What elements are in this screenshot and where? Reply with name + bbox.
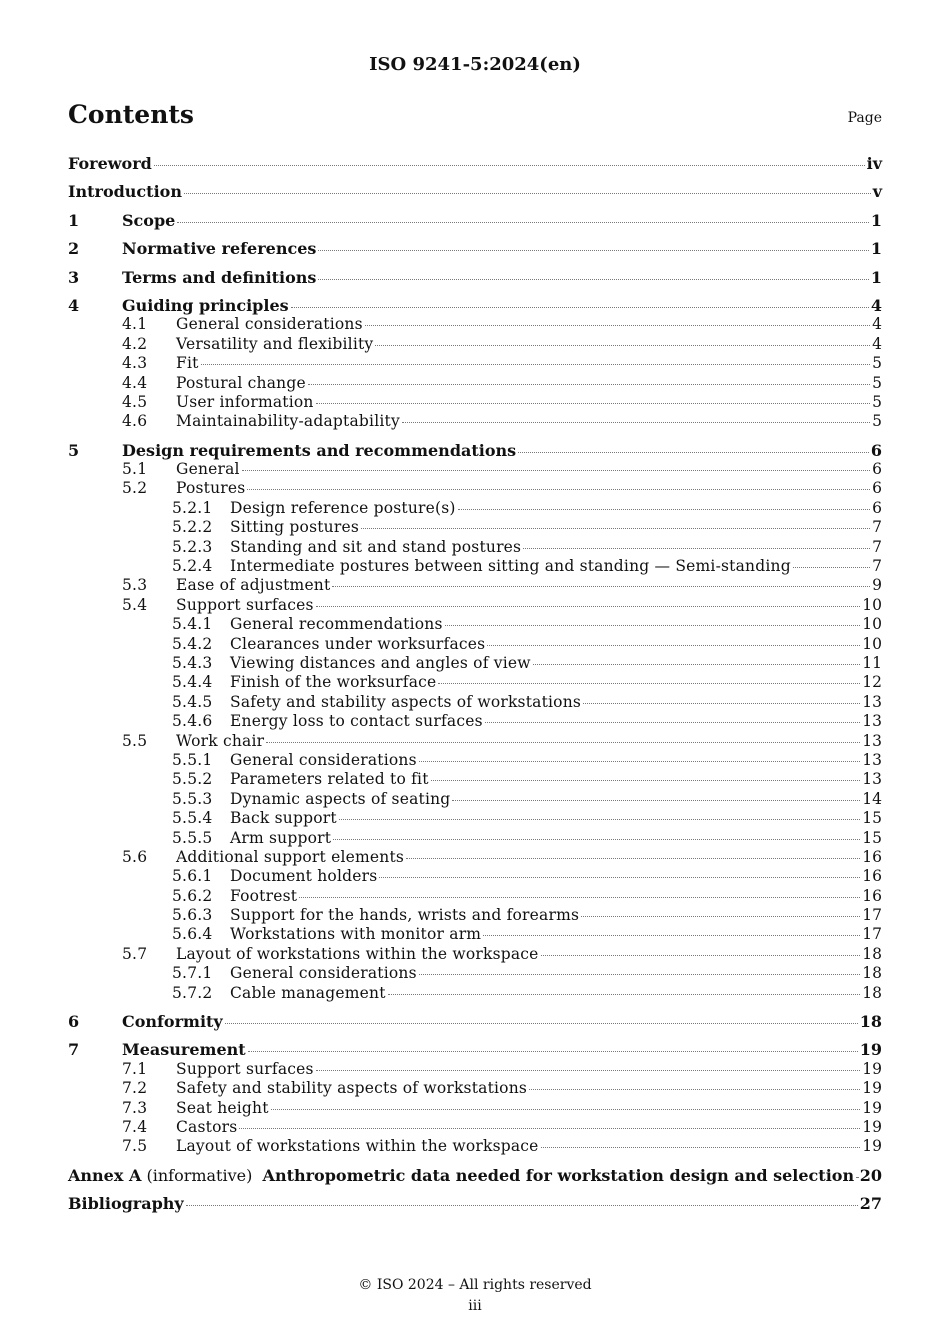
toc-entry-number: 5.4.5 xyxy=(172,692,213,711)
toc-entry-number: 6 xyxy=(68,1012,80,1032)
dot-leader xyxy=(375,344,870,346)
toc-entry[interactable] xyxy=(68,1137,882,1156)
toc-entry-number: 4.5 xyxy=(122,392,148,411)
dot-leader xyxy=(487,644,860,646)
document-id: ISO 9241-5:2024(en) xyxy=(369,54,581,75)
dot-leader xyxy=(316,1069,861,1071)
toc-entry-number: 5.7.1 xyxy=(172,964,213,983)
toc-entry-title: Fit xyxy=(176,354,199,373)
toc-entry-title: Scope xyxy=(122,210,176,230)
toc-entry-number: 7.4 xyxy=(122,1117,148,1136)
toc-entry-title: Sitting postures xyxy=(230,518,359,537)
toc-entry-number: 7 xyxy=(68,1040,80,1060)
toc-entry-title: Design requirements and recommendations xyxy=(122,440,517,460)
toc-entry-number: 5.6.2 xyxy=(172,886,213,905)
toc-entry-page: 6 xyxy=(872,460,882,479)
dot-leader xyxy=(388,993,861,995)
toc-entry-title: Maintainability-adaptability xyxy=(176,412,400,431)
toc-entry-number: 4.6 xyxy=(122,412,148,431)
toc-entry-title: User information xyxy=(176,392,314,411)
annex-title: Anthropometric data needed for workstation design and selection xyxy=(262,1165,855,1185)
dot-leader xyxy=(856,1176,858,1178)
toc-entry-page: 27 xyxy=(859,1194,882,1214)
toc-entry-title: Postural change xyxy=(176,373,306,392)
toc-entry-title: Clearances under worksurfaces xyxy=(230,634,486,653)
toc-entry-title: Back support xyxy=(230,809,337,828)
toc-entry[interactable] xyxy=(68,1166,882,1185)
toc-entry[interactable] xyxy=(68,673,882,692)
toc-entry-page: 16 xyxy=(862,886,882,905)
toc-entry-page: 15 xyxy=(862,809,882,828)
toc-entry[interactable] xyxy=(68,906,882,925)
dot-leader xyxy=(333,838,860,840)
dot-leader xyxy=(186,1204,858,1206)
toc-entry-number: 7.3 xyxy=(122,1098,148,1117)
toc-entry-title: Arm support xyxy=(230,828,332,847)
toc-entry-number: 5.5.5 xyxy=(172,828,213,847)
dot-leader xyxy=(541,954,861,956)
toc-entry-number: 4.4 xyxy=(122,373,148,392)
dot-leader xyxy=(793,566,870,568)
toc-entry-page: 18 xyxy=(862,944,882,963)
toc-entry-number: 5.7.2 xyxy=(172,983,213,1002)
toc-entry-number: 4.1 xyxy=(122,315,148,334)
dot-leader xyxy=(299,896,860,898)
toc-entry-title: Measurement xyxy=(122,1040,246,1060)
toc-entry-title: Parameters related to fit xyxy=(230,770,429,789)
dot-leader xyxy=(225,1022,858,1024)
toc-entry[interactable] xyxy=(68,809,882,828)
toc-entry[interactable] xyxy=(68,296,882,315)
toc-entry-number: 4 xyxy=(68,295,80,315)
toc-entry-number: 5.2 xyxy=(122,479,148,498)
toc-entry[interactable] xyxy=(68,596,882,615)
toc-entry-page: 7 xyxy=(872,518,882,537)
toc-entry-number: 7.5 xyxy=(122,1137,148,1156)
dot-leader xyxy=(248,1050,858,1052)
toc-entry[interactable] xyxy=(68,945,882,964)
toc-entry-page: 13 xyxy=(862,731,882,750)
dot-leader xyxy=(431,779,861,781)
toc-entry-number: 4.3 xyxy=(122,354,148,373)
dot-leader xyxy=(452,799,860,801)
toc-entry[interactable] xyxy=(68,1099,882,1118)
table-of-contents xyxy=(68,154,882,1214)
toc-entry[interactable] xyxy=(68,538,882,557)
toc-entry-title: Energy loss to contact surfaces xyxy=(230,712,483,731)
dot-leader xyxy=(291,306,869,308)
toc-entry[interactable] xyxy=(68,412,882,431)
toc-entry-page: 6 xyxy=(870,440,882,460)
toc-entry-page: 1 xyxy=(870,267,882,287)
toc-entry-title: Ease of adjustment xyxy=(176,576,331,595)
toc-entry[interactable] xyxy=(68,635,882,654)
toc-entry[interactable] xyxy=(68,182,882,201)
toc-entry-number: 5.2.3 xyxy=(172,537,213,556)
toc-entry-page: 4 xyxy=(872,334,882,353)
footer-copyright: © ISO 2024 – All rights reserved xyxy=(358,1277,592,1293)
dot-leader xyxy=(239,1127,860,1129)
dot-leader xyxy=(533,663,861,665)
dot-leader xyxy=(583,702,860,704)
dot-leader xyxy=(438,682,860,684)
toc-entry-title: Finish of the worksurface xyxy=(230,673,437,692)
toc-entry[interactable] xyxy=(68,790,882,809)
toc-entry-title: Document holders xyxy=(230,867,378,886)
toc-entry-number: 5.6.1 xyxy=(172,867,213,886)
toc-entry-title: Layout of workstations within the workspace xyxy=(176,944,539,963)
toc-entry-title: Terms and definitions xyxy=(122,267,317,287)
dot-leader xyxy=(316,402,871,404)
toc-entry-page: 13 xyxy=(862,770,882,789)
toc-entry-number: 5.5.1 xyxy=(172,750,213,769)
toc-entry-number: 5.5.3 xyxy=(172,789,213,808)
toc-entry-page: 18 xyxy=(862,964,882,983)
toc-entry-title: Additional support elements xyxy=(176,847,405,866)
toc-entry-page: 19 xyxy=(862,1059,882,1078)
dot-leader xyxy=(581,915,860,917)
toc-entry[interactable] xyxy=(68,1118,882,1137)
toc-entry-page: 6 xyxy=(872,479,882,498)
dot-leader xyxy=(541,1146,861,1148)
toc-entry-title: Introduction xyxy=(68,182,182,202)
toc-entry-page: 10 xyxy=(862,615,882,634)
toc-entry-title: Safety and stability aspects of workstations xyxy=(176,1079,528,1098)
toc-entry-page: 18 xyxy=(862,983,882,1002)
toc-entry[interactable] xyxy=(68,441,882,460)
toc-entry-number: 4.2 xyxy=(122,334,148,353)
toc-entry-title: Versatility and flexibility xyxy=(176,334,374,353)
toc-entry-title: Cable management xyxy=(230,983,386,1002)
dot-leader xyxy=(177,221,869,223)
dot-leader xyxy=(316,605,861,607)
toc-entry[interactable] xyxy=(68,268,882,287)
toc-entry-number: 5.4 xyxy=(122,595,148,614)
toc-entry[interactable] xyxy=(68,1060,882,1079)
toc-entry-page: 5 xyxy=(872,412,882,431)
toc-entry[interactable] xyxy=(68,154,882,173)
toc-entry-page: 16 xyxy=(862,847,882,866)
toc-entry-title: General considerations xyxy=(230,750,417,769)
dot-leader xyxy=(406,857,860,859)
toc-entry[interactable] xyxy=(68,239,882,258)
toc-entry[interactable] xyxy=(68,712,882,731)
toc-entry-number: 5.4.3 xyxy=(172,653,213,672)
toc-entry-page: iv xyxy=(866,154,882,173)
toc-entry-page: 19 xyxy=(859,1040,882,1060)
toc-entry-page: 7 xyxy=(872,537,882,556)
dot-leader xyxy=(266,741,860,743)
dot-leader xyxy=(332,585,870,587)
toc-entry-title: Support surfaces xyxy=(176,595,314,614)
toc-entry-page: 5 xyxy=(872,354,882,373)
toc-entry[interactable] xyxy=(68,770,882,789)
toc-entry-page: 1 xyxy=(870,210,882,230)
toc-entry-page: 13 xyxy=(862,750,882,769)
toc-entry-title: Safety and stability aspects of workstations xyxy=(230,692,582,711)
toc-entry-page: 19 xyxy=(862,1098,882,1117)
toc-entry-page: 19 xyxy=(862,1137,882,1156)
toc-entry-number: 5.2.4 xyxy=(172,557,213,576)
dot-leader xyxy=(318,278,868,280)
toc-entry-title: Viewing distances and angles of view xyxy=(230,653,531,672)
toc-entry-title: Intermediate postures between sitting and standing — Semi-standing xyxy=(230,557,791,576)
toc-entry-title: General xyxy=(176,460,240,479)
toc-entry-page: 19 xyxy=(862,1117,882,1136)
toc-entry-page: 7 xyxy=(872,557,882,576)
dot-leader xyxy=(247,488,870,490)
dot-leader xyxy=(201,363,871,365)
dot-leader xyxy=(518,451,869,453)
toc-entry[interactable] xyxy=(68,829,882,848)
toc-entry[interactable] xyxy=(68,751,882,770)
annex-type: (informative) xyxy=(141,1165,263,1185)
toc-entry-number: 5.6.4 xyxy=(172,925,213,944)
dot-leader xyxy=(242,469,870,471)
toc-entry[interactable] xyxy=(68,867,882,886)
toc-entry[interactable] xyxy=(68,518,882,537)
dot-leader xyxy=(483,934,860,936)
dot-leader xyxy=(445,624,861,626)
toc-entry-page: 17 xyxy=(862,925,882,944)
toc-entry[interactable] xyxy=(68,693,882,712)
toc-entry-number: 5.2.2 xyxy=(172,518,213,537)
toc-entry-number: 1 xyxy=(68,210,80,230)
toc-entry-title: Standing and sit and stand postures xyxy=(230,537,522,556)
dot-leader xyxy=(339,818,860,820)
toc-entry[interactable] xyxy=(68,479,882,498)
toc-entry[interactable] xyxy=(68,576,882,595)
toc-entry[interactable] xyxy=(68,374,882,393)
dot-leader xyxy=(485,721,861,723)
toc-entry-title: Support surfaces xyxy=(176,1059,314,1078)
toc-entry-title: Dynamic aspects of seating xyxy=(230,789,451,808)
dot-leader xyxy=(419,760,861,762)
toc-entry-page: 13 xyxy=(862,712,882,731)
toc-entry-title: General considerations xyxy=(230,964,417,983)
toc-entry-page: 4 xyxy=(872,315,882,334)
toc-entry[interactable] xyxy=(68,925,882,944)
toc-entry-page: 20 xyxy=(859,1165,882,1185)
toc-entry-page: 16 xyxy=(862,867,882,886)
toc-entry-title: Design reference posture(s) xyxy=(230,498,456,517)
toc-entry[interactable] xyxy=(68,887,882,906)
dot-leader xyxy=(379,876,860,878)
toc-entry-number: 5.1 xyxy=(122,460,148,479)
dot-leader xyxy=(184,192,871,194)
toc-entry[interactable] xyxy=(68,315,882,334)
dot-leader xyxy=(523,547,870,549)
toc-entry-title: General considerations xyxy=(176,315,363,334)
toc-entry-page: v xyxy=(872,182,882,202)
dot-leader xyxy=(361,527,870,529)
toc-entry-title xyxy=(68,1166,854,1185)
toc-entry-number: 5.4.2 xyxy=(172,634,213,653)
toc-entry-number: 7.1 xyxy=(122,1059,148,1078)
toc-entry-page: 15 xyxy=(862,828,882,847)
toc-entry[interactable] xyxy=(68,984,882,1003)
dot-leader xyxy=(365,324,870,326)
toc-entry-page: 6 xyxy=(872,498,882,517)
toc-entry[interactable] xyxy=(68,732,882,751)
toc-entry-title: Support for the hands, wrists and forearms xyxy=(230,906,580,925)
toc-entry-page: 10 xyxy=(862,595,882,614)
toc-entry-number: 5.5.2 xyxy=(172,770,213,789)
toc-entry[interactable] xyxy=(68,615,882,634)
toc-entry-title: Normative references xyxy=(122,239,317,259)
dot-leader xyxy=(529,1088,860,1090)
page-column-label: Page xyxy=(847,110,882,126)
toc-entry[interactable] xyxy=(68,1079,882,1098)
toc-entry-title: Layout of workstations within the workspace xyxy=(176,1137,539,1156)
toc-entry-page: 17 xyxy=(862,906,882,925)
toc-entry-number: 7.2 xyxy=(122,1079,148,1098)
toc-entry-title: Castors xyxy=(176,1117,238,1136)
toc-entry-number: 5.3 xyxy=(122,576,148,595)
toc-entry-page: 4 xyxy=(870,295,882,315)
page-title: Contents xyxy=(68,100,195,129)
toc-entry[interactable] xyxy=(68,393,882,412)
toc-entry[interactable] xyxy=(68,557,882,576)
dot-leader xyxy=(318,249,868,251)
toc-entry-page: 18 xyxy=(859,1012,882,1032)
toc-entry-number: 5.5.4 xyxy=(172,809,213,828)
toc-entry-number: 5.2.1 xyxy=(172,498,213,517)
toc-entry-number: 2 xyxy=(68,239,80,259)
toc-entry[interactable] xyxy=(68,460,882,479)
toc-entry-title: Guiding principles xyxy=(122,295,289,315)
annex-label: Annex A xyxy=(68,1165,142,1185)
toc-entry-page: 14 xyxy=(862,789,882,808)
toc-entry-page: 5 xyxy=(872,373,882,392)
toc-entry[interactable] xyxy=(68,499,882,518)
toc-entry-title: Footrest xyxy=(230,886,298,905)
dot-leader xyxy=(154,164,865,166)
toc-entry[interactable] xyxy=(68,964,882,983)
dot-leader xyxy=(419,973,861,975)
toc-entry-number: 5.4.1 xyxy=(172,615,213,634)
toc-entry-page: 19 xyxy=(862,1079,882,1098)
toc-entry-title: Bibliography xyxy=(68,1194,184,1214)
toc-entry[interactable] xyxy=(68,354,882,373)
toc-entry[interactable] xyxy=(68,335,882,354)
toc-entry-number: 5.6 xyxy=(122,847,148,866)
toc-entry-page: 12 xyxy=(862,673,882,692)
toc-entry-title: General recommendations xyxy=(230,615,443,634)
toc-entry-number: 5 xyxy=(68,440,80,460)
toc-entry-page: 13 xyxy=(862,692,882,711)
toc-entry-number: 3 xyxy=(68,267,80,287)
toc-entry-number: 5.7 xyxy=(122,944,148,963)
toc-entry-page: 5 xyxy=(872,392,882,411)
toc-entry-page: 1 xyxy=(870,239,882,259)
toc-entry-title: Workstations with monitor arm xyxy=(230,925,482,944)
footer-page-number: iii xyxy=(468,1298,482,1314)
toc-entry[interactable] xyxy=(68,1012,882,1031)
toc-entry-number: 5.6.3 xyxy=(172,906,213,925)
toc-entry[interactable] xyxy=(68,1194,882,1213)
toc-entry[interactable] xyxy=(68,211,882,230)
toc-entry-page: 9 xyxy=(872,576,882,595)
toc-entry-title: Work chair xyxy=(176,731,265,750)
toc-entry-title: Foreword xyxy=(68,154,152,173)
toc-entry-page: 11 xyxy=(862,653,882,672)
dot-leader xyxy=(308,383,870,385)
toc-entry-title: Postures xyxy=(176,479,246,498)
toc-entry[interactable] xyxy=(68,848,882,867)
dot-leader xyxy=(271,1108,861,1110)
toc-entry-number: 5.4.6 xyxy=(172,712,213,731)
toc-entry-number: 5.4.4 xyxy=(172,673,213,692)
toc-entry-page: 10 xyxy=(862,634,882,653)
toc-entry[interactable] xyxy=(68,654,882,673)
dot-leader xyxy=(402,421,870,423)
toc-entry[interactable] xyxy=(68,1040,882,1059)
toc-entry-number: 5.5 xyxy=(122,731,148,750)
toc-entry-title: Conformity xyxy=(122,1012,223,1032)
dot-leader xyxy=(458,508,870,510)
toc-entry-title: Seat height xyxy=(176,1098,269,1117)
